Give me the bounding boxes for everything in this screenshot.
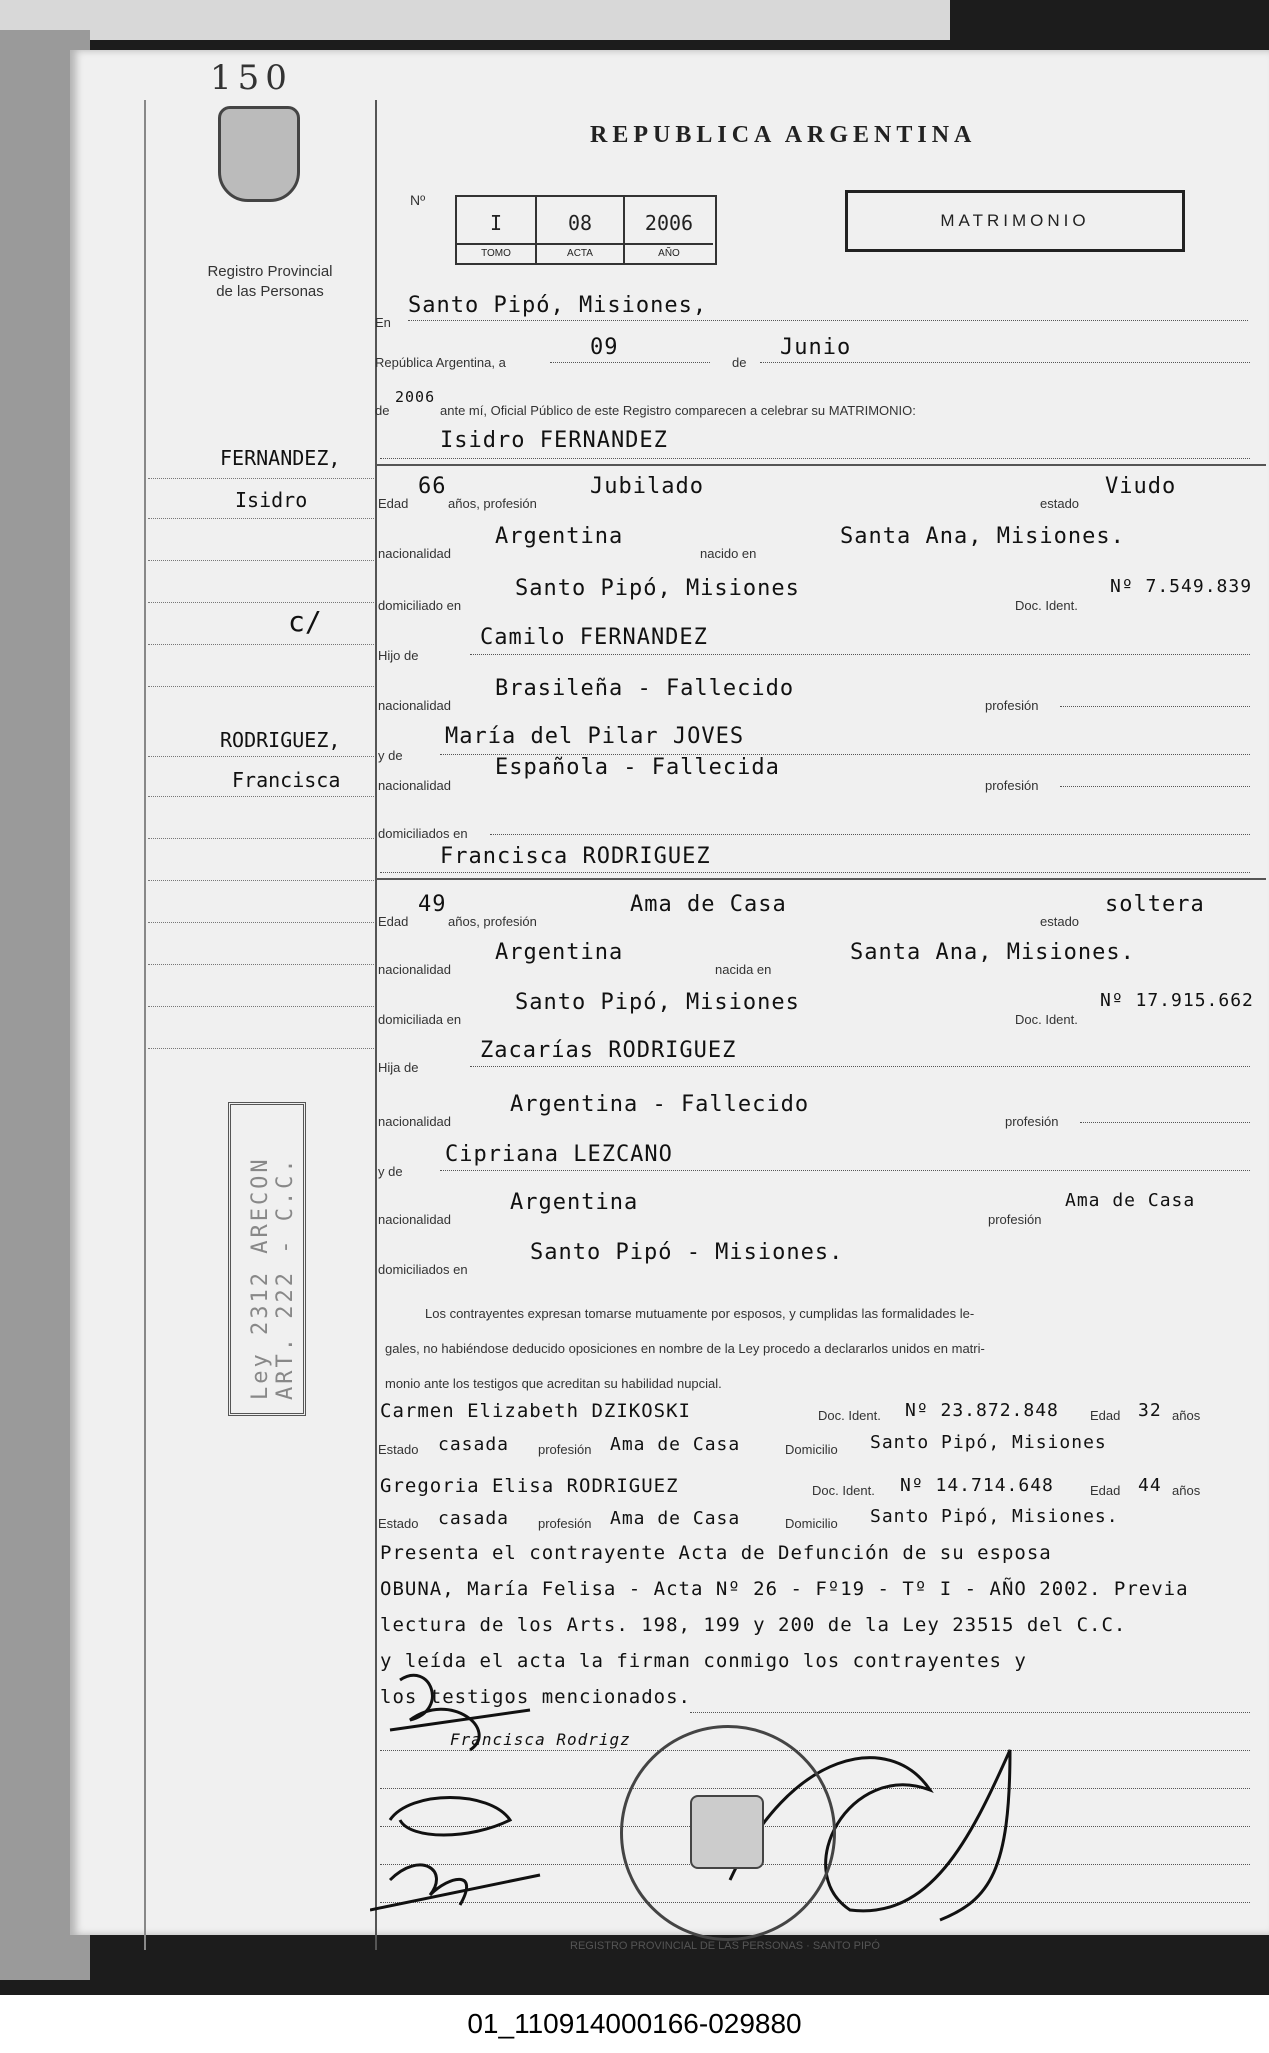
groom-mother-nat-label: nacionalidad [378,778,452,793]
groom-father: Camilo FERNANDEZ [480,625,708,650]
place-value: Santo Pipó, Misiones, [408,293,708,318]
witness2-doc: Nº 14.714.648 [900,1475,1054,1496]
witness2-anos-label: años [1172,1483,1201,1498]
witness2-doc-label: Doc. Ident. [812,1483,875,1498]
acta-box [455,195,717,265]
ano-label: AÑO [625,243,713,263]
month-value: Junio [780,335,852,360]
witness1-anos-label: años [1172,1408,1201,1423]
bride-doc: Nº 17.915.662 [1100,990,1254,1011]
groom-father-prof-line [1060,706,1250,707]
margin-bride-name: Francisca [232,768,341,792]
margin-line [148,518,374,519]
groom-estado-label: estado [1040,496,1080,511]
tomo-value: I [489,211,503,235]
groom-doc-label: Doc. Ident. [1015,598,1078,613]
number-mark: Nº [410,192,426,208]
bride-edad-label: Edad [378,914,409,929]
witness2-profession: Ama de Casa [610,1508,741,1529]
groom-father-line [470,654,1250,655]
background-paper [0,0,950,40]
witness1-name: Carmen Elizabeth DZIKOSKI [380,1400,691,1422]
note-line-3: lectura de los Arts. 198, 199 y 200 de la Ley 23515 del C.C. [380,1614,1127,1636]
groom-mother-nat: Española - Fallecida [495,755,780,780]
round-seal-text: REGISTRO PROVINCIAL DE LAS PERSONAS · SANTO PIPÓ [570,1940,880,1952]
page-number: 150 [210,58,293,98]
bride-separator [376,878,1266,880]
acta-value: 08 [567,211,593,235]
bride-mother-line [440,1170,1250,1171]
acta-cell [537,197,625,263]
groom-parents-dom-label: domiciliados en [378,826,468,841]
en-label: En [375,315,391,330]
groom-father-nat-label: nacionalidad [378,698,452,713]
intro-text: ante mí, Oficial Público de este Registro comparecen a celebrar su MATRIMONIO: [440,403,916,418]
bride-prof-label: años, profesión [448,914,537,929]
bride-parents-dom-label: domiciliados en [378,1262,468,1277]
margin-line [148,602,374,603]
margin-line [148,922,374,923]
groom-parents-dom-line [490,834,1250,835]
bride-parents-dom: Santo Pipó - Misiones. [530,1240,844,1265]
groom-estado: Viudo [1105,474,1177,499]
bride-father-prof-label: profesión [1005,1114,1059,1129]
groom-name-line [380,458,1250,459]
groom-hijo-label: Hijo de [378,648,419,663]
image-id-footer: 01_110914000166-029880 [0,1995,1269,2053]
tomo-label: TOMO [457,243,535,263]
bride-father: Zacarías RODRIGUEZ [480,1038,737,1063]
republica-label: República Argentina, a [375,355,506,370]
bride-mother-nat-label: nacionalidad [378,1212,452,1227]
groom-separator [376,464,1266,466]
bride-full-name: Francisca RODRIGUEZ [440,844,711,869]
groom-mother-prof-line [1060,786,1250,787]
margin-bride-surname: RODRIGUEZ, [220,728,341,752]
bride-hija-label: Hija de [378,1060,419,1075]
groom-edad-label: Edad [378,496,409,511]
year-prefix: de [375,403,390,418]
witness2-prof-label: profesión [538,1516,592,1531]
witness2-estado-label: Estado [378,1516,419,1531]
document-title: REPUBLICA ARGENTINA [590,122,977,148]
witness1-domicile: Santo Pipó, Misiones [870,1432,1107,1453]
bride-nacida-label: nacida en [715,962,772,977]
witness1-estado: casada [438,1434,510,1455]
margin-line [148,686,374,687]
bride-nac-label: nacionalidad [378,962,452,977]
margin-groom-surname: FERNANDEZ, [220,446,341,470]
month-line [760,362,1250,363]
margin-line [148,880,374,881]
witness2-signature [370,1865,540,1910]
bride-domicile: Santo Pipó, Misiones [515,990,800,1015]
bride-mother-nat: Argentina [510,1190,639,1215]
bride-name-line [380,872,1250,873]
witness1-dom-label: Domicilio [785,1442,838,1457]
bride-father-nat: Argentina - Fallecido [510,1092,810,1117]
declaration-line3: monio ante los testigos que acreditan su habilidad nupcial. [385,1376,722,1391]
groom-birthplace: Santa Ana, Misiones. [840,524,1125,549]
witness1-edad-label: Edad [1090,1408,1121,1423]
margin-line [148,560,374,561]
ano-value: 2006 [644,211,694,235]
note-line-2: OBUNA, María Felisa - Acta Nº 26 - Fº19 - Tº I - AÑO 2002. Previa [380,1578,1189,1600]
document-page [70,50,1269,1952]
witness2-domicile: Santo Pipó, Misiones. [870,1506,1119,1527]
groom-mother: María del Pilar JOVES [445,724,745,749]
margin-line [148,478,374,479]
groom-father-prof-label: profesión [985,698,1039,713]
note-line-4: y leída el acta la firman conmigo los contrayentes y [380,1650,1027,1672]
bride-father-line [470,1066,1250,1067]
bride-mother-prof: Ama de Casa [1065,1190,1196,1211]
acta-label: ACTA [537,243,623,263]
record-type-box: MATRIMONIO [845,190,1185,252]
groom-domicile: Santo Pipó, Misiones [515,576,800,601]
witness2-age: 44 [1138,1475,1162,1496]
seal-emblem-icon [690,1795,764,1869]
registry-name-line1: Registro Provincial [207,263,333,280]
bride-dom-label: domiciliada en [378,1012,462,1027]
registry-emblem-icon [218,106,300,202]
witness2-edad-label: Edad [1090,1483,1121,1498]
witness2-estado: casada [438,1508,510,1529]
bride-profession: Ama de Casa [630,892,787,917]
left-margin-line [144,100,146,1950]
declaration-line2: gales, no habiéndose deducido oposiciones en nombre de la Ley procedo a declararlos unidos en matri- [385,1341,985,1356]
day-value: 09 [590,335,619,360]
bride-doc-label: Doc. Ident. [1015,1012,1078,1027]
margin-line [148,838,374,839]
groom-doc: Nº 7.549.839 [1110,576,1253,597]
groom-prof-label: años, profesión [448,496,537,511]
tomo-cell [457,197,537,263]
margin-line [148,1048,374,1049]
bride-mother: Cipriana LEZCANO [445,1142,673,1167]
margin-line [148,756,374,757]
witness1-doc: Nº 23.872.848 [905,1400,1059,1421]
witness1-prof-label: profesión [538,1442,592,1457]
place-line [408,320,1248,321]
groom-father-nat: Brasileña - Fallecido [495,676,795,701]
witness1-profession: Ama de Casa [610,1434,741,1455]
bride-yde-label: y de [378,1164,403,1179]
year-value: 2006 [395,388,436,406]
declaration-line1: Los contrayentes expresan tomarse mutuamente por esposos, y cumplidas las formalidades le- [425,1306,975,1321]
day-line [550,362,710,363]
bride-mother-prof-label: profesión [988,1212,1042,1227]
groom-nacido-label: nacido en [700,546,757,561]
ano-cell [625,197,713,263]
margin-line [148,1006,374,1007]
bride-age: 49 [418,892,447,917]
registry-name-line2: de las Personas [216,283,324,300]
groom-age: 66 [418,474,447,499]
groom-mother-prof-label: profesión [985,778,1039,793]
witness1-estado-label: Estado [378,1442,419,1457]
note-line-1: Presenta el contrayente Acta de Defunción de su esposa [380,1542,1052,1564]
witness1-doc-label: Doc. Ident. [818,1408,881,1423]
bride-father-prof-line [1080,1122,1250,1123]
note-line-5: los testigos mencionados. [380,1686,691,1708]
legal-stamp-text: Ley 2312 ARECON ART. 222 - C.C. [248,1156,298,1400]
bride-estado: soltera [1105,892,1205,917]
margin-line [148,964,374,965]
groom-profession: Jubilado [590,474,704,499]
bride-estado-label: estado [1040,914,1080,929]
bride-nationality: Argentina [495,940,624,965]
witness1-age: 32 [1138,1400,1162,1421]
groom-nationality: Argentina [495,524,624,549]
de-label: de [732,355,747,370]
witness1-signature [390,1798,510,1836]
margin-groom-name: Isidro [235,488,308,512]
bride-signature-text: Francisca Rodrigz [450,1730,631,1749]
witness2-dom-label: Domicilio [785,1516,838,1531]
margin-c-label: c/ [288,605,322,638]
witness2-name: Gregoria Elisa RODRIGUEZ [380,1475,679,1497]
groom-yde-label: y de [378,748,403,763]
bride-father-nat-label: nacionalidad [378,1114,452,1129]
registry-name [170,262,370,302]
groom-full-name: Isidro FERNANDEZ [440,428,668,453]
margin-line [148,796,374,797]
groom-nac-label: nacionalidad [378,546,452,561]
bride-birthplace: Santa Ana, Misiones. [850,940,1135,965]
margin-line [148,644,374,645]
groom-dom-label: domiciliado en [378,598,462,613]
